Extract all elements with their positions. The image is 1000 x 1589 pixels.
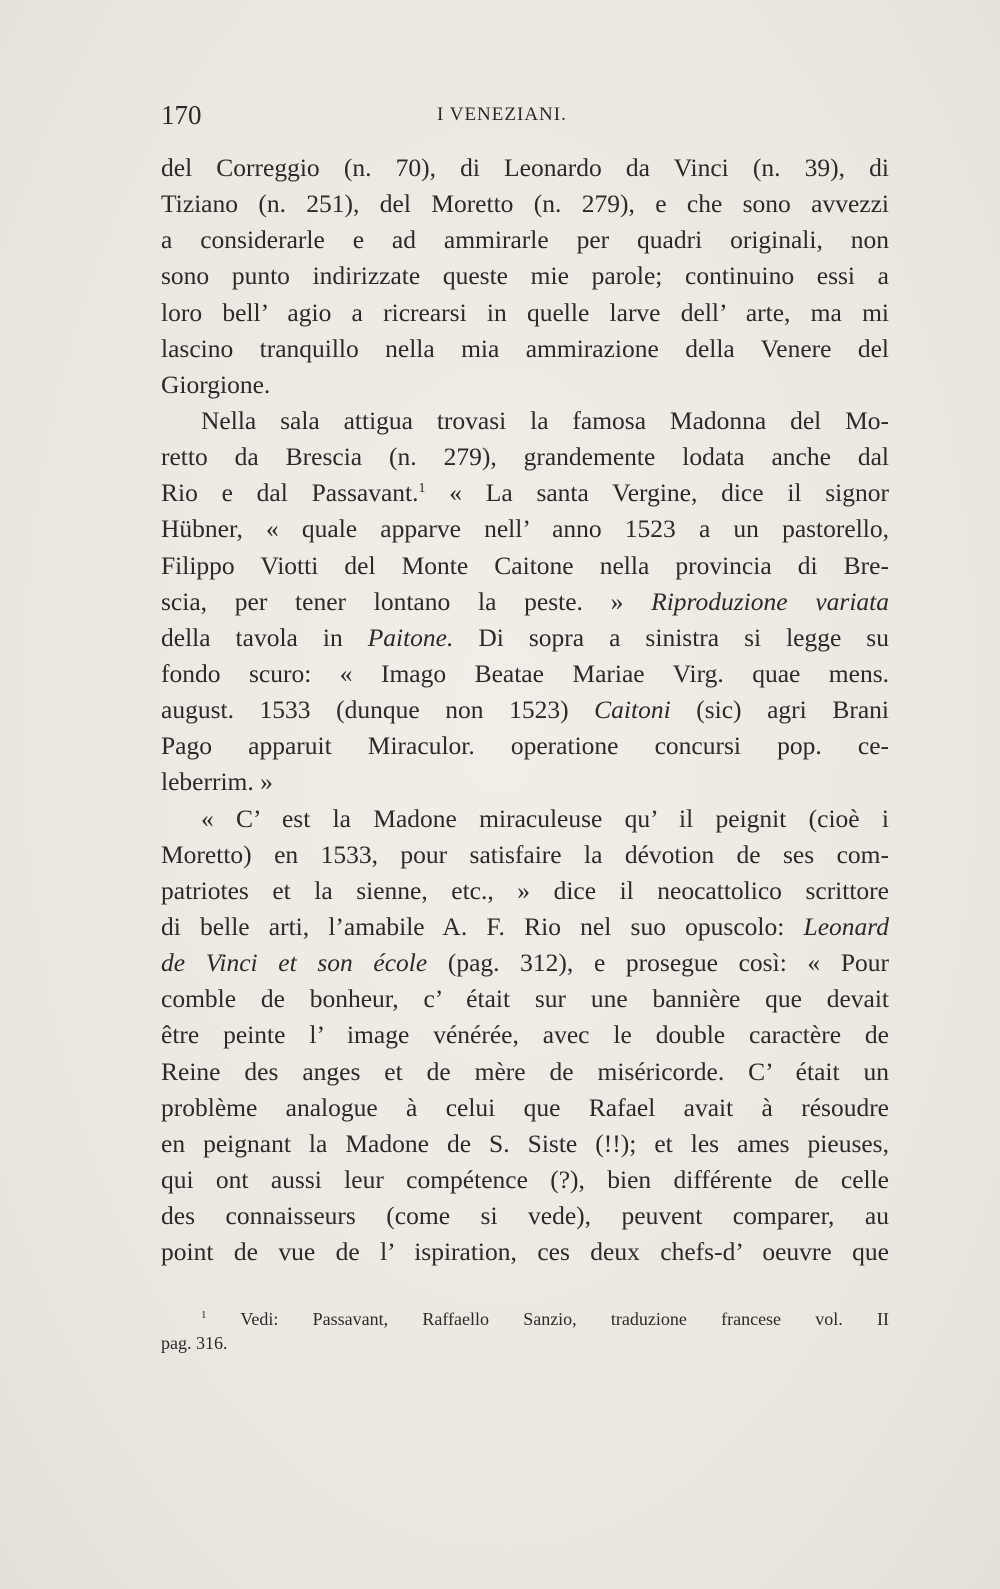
text-line xyxy=(161,1234,889,1270)
page-header xyxy=(161,100,889,136)
text-segment: Filippo Viotti del Monte Caitone nella provincia di Bre- xyxy=(161,550,889,580)
text-line xyxy=(161,258,889,294)
body-text xyxy=(161,150,889,1270)
footnote-marker: 1 xyxy=(418,481,426,497)
text-segment: Tiziano (n. 251), del Moretto (n. 279), e che sono avvezzi xyxy=(161,189,889,219)
text-segment: problème analogue à celui que Rafael avait à résoudre xyxy=(161,1092,889,1122)
text-line xyxy=(161,584,889,620)
text-line xyxy=(161,692,889,728)
text-segment: lascino tranquillo nella mia ammirazione della Venere del xyxy=(161,333,889,363)
text-line xyxy=(161,1198,889,1234)
text-segment: qui ont aussi leur compétence (?), bien différente de celle xyxy=(161,1164,889,1194)
text-segment: a considerarle e ad ammirarle per quadri originali, non xyxy=(161,225,889,255)
text-line xyxy=(161,909,889,945)
text-line xyxy=(161,367,889,403)
text-segment: sono punto indirizzate queste mie parole; continuino essi a xyxy=(161,261,889,291)
text-segment: patriotes et la sienne, etc., » dice il neocattolico scrittore xyxy=(161,875,889,905)
text-line xyxy=(161,728,889,764)
text-line xyxy=(161,511,889,547)
text-line xyxy=(161,150,889,186)
text-segment: être peinte l’ image vénérée, avec le double caractère de xyxy=(161,1020,889,1050)
text-line xyxy=(161,981,889,1017)
text-segment: (pag. 312), e prosegue così: « Pour xyxy=(427,948,889,978)
text-line xyxy=(161,1017,889,1053)
text-line xyxy=(161,656,889,692)
text-line xyxy=(161,403,889,439)
text-segment: del Correggio (n. 70), di Leonardo da Vinci (n. 39), di xyxy=(161,153,889,182)
text-segment: des connaisseurs (come si vede), peuvent comparer, au xyxy=(161,1201,889,1231)
text-segment: Di sopra a sinistra si legge su xyxy=(453,622,889,652)
italic-text: de Vinci et son école xyxy=(161,948,428,978)
text-line xyxy=(161,764,889,800)
text-segment: leberrim. » xyxy=(161,767,273,797)
text-segment: Reine des anges et de mère de miséricorde. C’ était un xyxy=(161,1056,889,1086)
text-segment: Giorgione. xyxy=(161,369,271,399)
italic-text: Caitoni xyxy=(594,695,671,725)
footnote-text: Vedi: Passavant, Raffaello Sanzio, traduzione francese vol. II xyxy=(206,1309,889,1329)
text-line xyxy=(161,620,889,656)
text-segment: loro bell’ agio a ricrearsi in quelle larve dell’ arte, ma mi xyxy=(161,297,889,327)
text-segment: Pago apparuit Miraculor. operatione concursi pop. ce- xyxy=(161,731,889,761)
text-segment: Nella sala attigua trovasi la famosa Madonna del Mo- xyxy=(201,405,889,435)
text-line xyxy=(161,945,889,981)
text-line xyxy=(161,1162,889,1198)
text-line xyxy=(161,222,889,258)
text-line xyxy=(161,548,889,584)
text-segment: Rio e dal Passavant. xyxy=(161,478,419,508)
text-segment: point de vue de l’ ispiration, ces deux chefs-d’ oeuvre que xyxy=(161,1237,889,1267)
text-line xyxy=(161,873,889,909)
text-line xyxy=(161,295,889,331)
italic-text: Paitone. xyxy=(367,622,454,652)
footnote-line xyxy=(161,1307,889,1331)
running-head: I VENEZIANI. xyxy=(437,104,567,125)
text-segment: di belle arti, l’amabile A. F. Rio nel suo opuscolo: xyxy=(161,911,804,941)
text-segment: della tavola in xyxy=(161,622,368,652)
text-line xyxy=(161,837,889,873)
text-line xyxy=(161,331,889,367)
text-segment: retto da Brescia (n. 279), grandemente lodata anche dal xyxy=(161,442,889,472)
text-line xyxy=(161,1054,889,1090)
text-line xyxy=(161,439,889,475)
text-segment: « C’ est la Madone miraculeuse qu’ il peignit (cioè i xyxy=(201,803,889,833)
text-segment: scia, per tener lontano la peste. » xyxy=(161,586,652,616)
text-segment: Hübner, « quale apparve nell’ anno 1523 a un pastorello, xyxy=(161,514,889,544)
text-segment: Moretto) en 1533, pour satisfaire la dévotion de ses com- xyxy=(161,839,889,869)
text-line xyxy=(161,801,889,837)
text-line xyxy=(161,186,889,222)
text-segment: « La santa Vergine, dice il signor xyxy=(425,478,889,508)
italic-text: Leonard xyxy=(803,911,889,941)
text-segment: august. 1533 (dunque non 1523) xyxy=(161,695,595,725)
text-segment: fondo scuro: « Imago Beatae Mariae Virg. quae mens. xyxy=(161,658,889,688)
text-line xyxy=(161,475,889,511)
text-segment: en peignant la Madone de S. Siste (!!); et les ames pieuses, xyxy=(161,1128,889,1158)
footnote-line xyxy=(161,1331,889,1355)
footnote-number: 1 xyxy=(201,1309,207,1321)
footnotes xyxy=(161,1307,889,1355)
footnote-text: pag. 316. xyxy=(161,1333,228,1353)
page-number: 170 xyxy=(161,100,202,130)
text-segment: (sic) agri Brani xyxy=(670,695,889,725)
text-line xyxy=(161,1090,889,1126)
italic-text: Riproduzione variata xyxy=(651,586,889,616)
text-segment: comble de bonheur, c’ était sur une bannière que devait xyxy=(161,984,889,1014)
text-line xyxy=(161,1126,889,1162)
